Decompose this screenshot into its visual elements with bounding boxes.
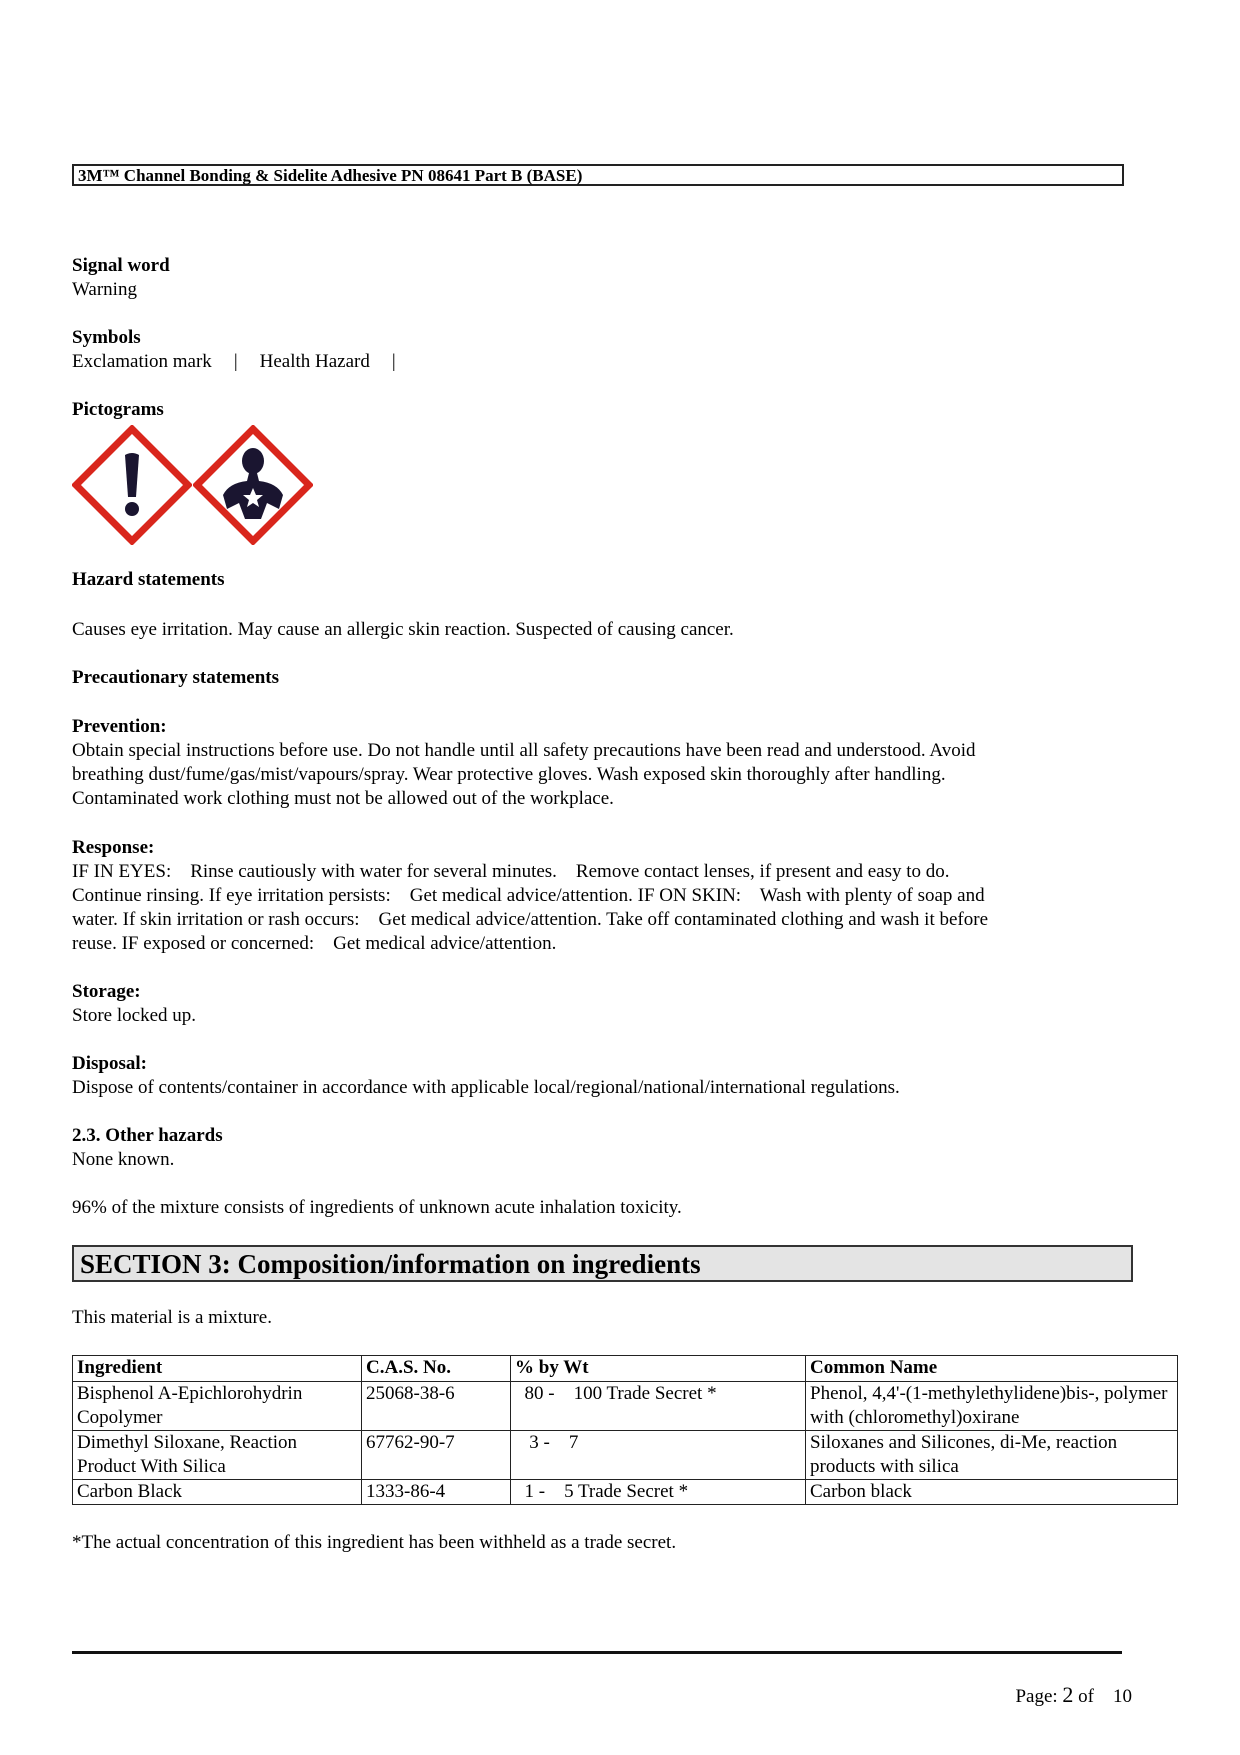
storage-label: Storage: <box>72 981 141 1002</box>
page-current: 2 <box>1062 1682 1074 1707</box>
disposal-text: Dispose of contents/container in accordance with applicable local/regional/national/international regulations. <box>72 1077 900 1098</box>
response-label: Response: <box>72 837 155 858</box>
signal-word-value: Warning <box>72 279 137 300</box>
response-line: reuse. IF exposed or concerned: Get medical advice/attention. <box>72 933 557 954</box>
prevention-line: breathing dust/fume/gas/mist/vapours/spray. Wear protective gloves. Wash exposed skin thoroughly after handling. <box>72 764 946 785</box>
disposal-label: Disposal: <box>72 1053 147 1074</box>
hazard-statements-text: Causes eye irritation. May cause an allergic skin reaction. Suspected of causing cancer. <box>72 619 734 640</box>
ingredient-cell: Bisphenol A-Epichlorohydrin Copolymer <box>73 1382 362 1431</box>
footer-divider <box>72 1651 1122 1654</box>
symbol-separator: | <box>233 351 238 372</box>
trade-secret-footnote: *The actual concentration of this ingredient has been withheld as a trade secret. <box>72 1532 677 1553</box>
column-header-pct: % by Wt <box>511 1356 806 1382</box>
symbols-list <box>72 350 418 374</box>
health-hazard-icon <box>193 425 313 550</box>
document-header-box <box>72 164 1124 186</box>
pct-cell: 1 - 5 Trade Secret * <box>511 1480 806 1505</box>
page-label: Page: <box>1015 1686 1063 1707</box>
hazard-statements-label: Hazard statements <box>72 569 225 590</box>
section-3-header <box>72 1245 1133 1282</box>
symbol-exclamation-mark: Exclamation mark <box>72 351 212 372</box>
cas-cell: 1333-86-4 <box>362 1480 511 1505</box>
product-title: 3M™ Channel Bonding & Sidelite Adhesive PN 08641 Part B (BASE) <box>78 166 583 185</box>
prevention-line: Contaminated work clothing must not be allowed out of the workplace. <box>72 788 614 809</box>
other-hazards-text: None known. <box>72 1149 175 1170</box>
pct-cell: 3 - 7 <box>511 1431 806 1480</box>
common-name-cell: Siloxanes and Silicones, di-Me, reaction products with silica <box>806 1431 1178 1480</box>
section-3-title: SECTION 3: Composition/information on ingredients <box>80 1249 701 1279</box>
symbol-health-hazard: Health Hazard <box>259 351 370 372</box>
ingredient-cell: Carbon Black <box>73 1480 362 1505</box>
exclamation-mark-icon <box>72 425 192 550</box>
table-row <box>73 1382 1178 1431</box>
common-name-cell: Carbon black <box>806 1480 1178 1505</box>
pictograms-label: Pictograms <box>72 399 164 420</box>
table-row <box>73 1480 1178 1505</box>
ingredients-table <box>72 1355 1178 1505</box>
cas-cell: 25068-38-6 <box>362 1382 511 1431</box>
column-header-common-name: Common Name <box>806 1356 1178 1382</box>
response-line: IF IN EYES: Rinse cautiously with water for several minutes. Remove contact lenses, if present and easy to do. <box>72 861 950 882</box>
precautionary-statements-label: Precautionary statements <box>72 667 280 688</box>
page-total: 10 <box>1113 1686 1132 1707</box>
mixture-intro: This material is a mixture. <box>72 1307 272 1328</box>
ingredient-cell: Dimethyl Siloxane, Reaction Product With Silica <box>73 1431 362 1480</box>
other-hazards-label: 2.3. Other hazards <box>72 1125 223 1146</box>
column-header-ingredient: Ingredient <box>73 1356 362 1382</box>
cas-cell: 67762-90-7 <box>362 1431 511 1480</box>
prevention-line: Obtain special instructions before use. Do not handle until all safety precautions have been read and understood. Avoid <box>72 740 976 761</box>
column-header-cas: C.A.S. No. <box>362 1356 511 1382</box>
prevention-label: Prevention: <box>72 716 167 737</box>
inhalation-toxicity-note: 96% of the mixture consists of ingredients of unknown acute inhalation toxicity. <box>72 1197 682 1218</box>
table-row <box>73 1431 1178 1480</box>
storage-text: Store locked up. <box>72 1005 197 1026</box>
symbol-separator: | <box>391 351 396 372</box>
signal-word-label: Signal word <box>72 255 170 276</box>
response-line: Continue rinsing. If eye irritation persists: Get medical advice/attention. IF ON SKIN: Wash with plenty of soap and <box>72 885 985 906</box>
table-header-row <box>73 1356 1178 1382</box>
common-name-cell: Phenol, 4,4'-(1-methylethylidene)bis-, polymer with (chloromethyl)oxirane <box>806 1382 1178 1431</box>
symbols-label: Symbols <box>72 327 141 348</box>
response-line: water. If skin irritation or rash occurs: Get medical advice/attention. Take off contaminated clothing and wash it before <box>72 909 988 930</box>
page-number <box>1000 1683 1132 1709</box>
pct-cell: 80 - 100 Trade Secret * <box>511 1382 806 1431</box>
page-of: of <box>1073 1686 1113 1707</box>
